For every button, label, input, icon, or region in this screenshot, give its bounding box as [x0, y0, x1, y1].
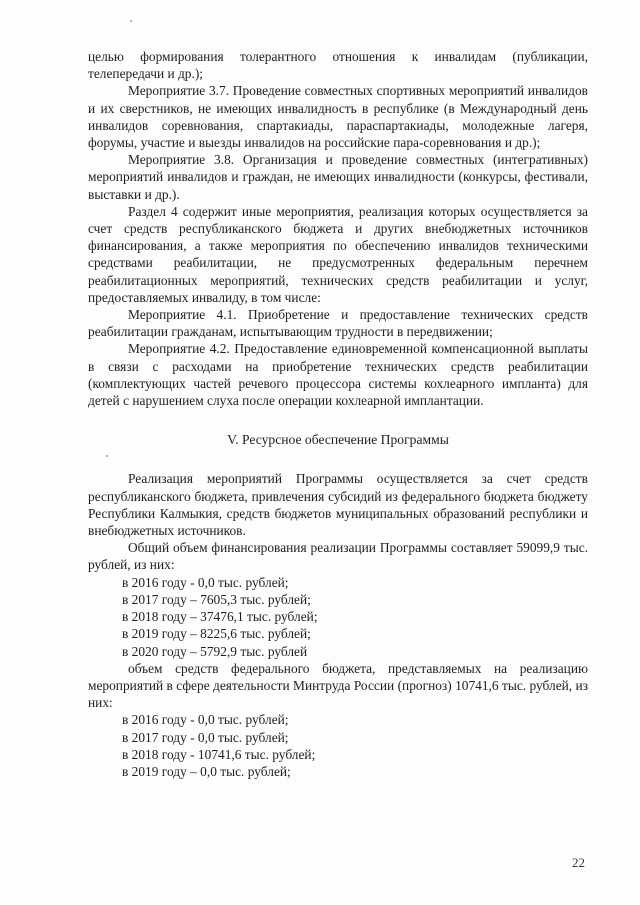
list-item: в 2016 году - 0,0 тыс. рублей;	[122, 712, 289, 728]
paragraph-measure-3-7: Мероприятие 3.7. Проведение совместных спортивных мероприятий инвалидов и их сверстников, не имеющих инвалидность в республике (в Международный день инвалидов соревнования, спартакиады, параспартакиады, молодежные лагеря, форумы, участие и выезды инвалидов на российские пара-соревнования и др.);	[88, 83, 588, 151]
list-item: в 2018 году - 10741,6 тыс. рублей;	[122, 746, 316, 762]
paragraph-resource-intro: Реализация мероприятий Программы осуществляется за счет средств республиканского бюджета, привлечения субсидий из федерального бюджета бюджету Республики Калмыкия, средств бюджетов муниципальных образований республики и внебюджетных источников.	[88, 471, 588, 539]
list-item: в 2017 году - 0,0 тыс. рублей;	[122, 729, 289, 745]
page-body	[88, 48, 588, 780]
list-item: в 2018 году – 37476,1 тыс. рублей;	[122, 609, 318, 625]
paragraph-section-4: Раздел 4 содержит иные мероприятия, реализация которых осуществляется за счет средств республиканского бюджета и других внебюджетных источников финансирования, а также мероприятия по обеспечению инвалидов техническими средствами реабилитации, не предусмотренных федеральным перечнем реабилитационных мероприятий, технических средств реабилитации и услуг, предоставляемых инвалиду, в том числе:	[88, 203, 588, 305]
list-item: в 2017 году – 7605,3 тыс. рублей;	[122, 591, 311, 607]
total-funding-list	[88, 574, 588, 660]
paragraph-total-funding: Общий объем финансирования реализации Программы составляет 59099,9 тыс. рублей, из них:	[88, 540, 588, 573]
federal-funding-list	[88, 711, 588, 780]
scan-speck	[130, 20, 132, 22]
paragraph-measure-3-8: Мероприятие 3.8. Организация и проведение совместных (интегративных) мероприятий инвалидов и граждан, не имеющих инвалидности (конкурсы, фестивали, выставки и др.).	[88, 152, 588, 202]
paragraph-continuation: целью формирования толерантного отношения к инвалидам (публикации, телепередачи и др.);	[88, 49, 588, 82]
list-item: в 2019 году – 8225,6 тыс. рублей;	[122, 626, 311, 642]
section-heading: V. Ресурсное обеспечение Программы	[227, 432, 449, 448]
paragraph-measure-4-1: Мероприятие 4.1. Приобретение и предоставление технических средств реабилитации гражданам, испытывающим трудности в передвижении;	[88, 307, 588, 340]
paragraph-measure-4-2: Мероприятие 4.2. Предоставление единовременной компенсационной выплаты в связи с расходами на приобретение технических средств реабилитации (комплектующих частей речевого процессора системы кохлеарного импланта) для детей с нарушением слуха после операции кохлеарной имплантации.	[88, 341, 588, 409]
page-number: 22	[572, 855, 585, 870]
list-item: в 2019 году – 0,0 тыс. рублей;	[122, 763, 291, 779]
paragraph-federal-funding: объем средств федерального бюджета, представляемых на реализацию мероприятий в сфере деятельности Минтруда России (прогноз) 10741,6 тыс. рублей, из них:	[88, 660, 588, 711]
list-item: в 2016 году - 0,0 тыс. рублей;	[122, 574, 289, 590]
list-item: в 2020 году – 5792,9 тыс. рублей	[122, 643, 308, 659]
